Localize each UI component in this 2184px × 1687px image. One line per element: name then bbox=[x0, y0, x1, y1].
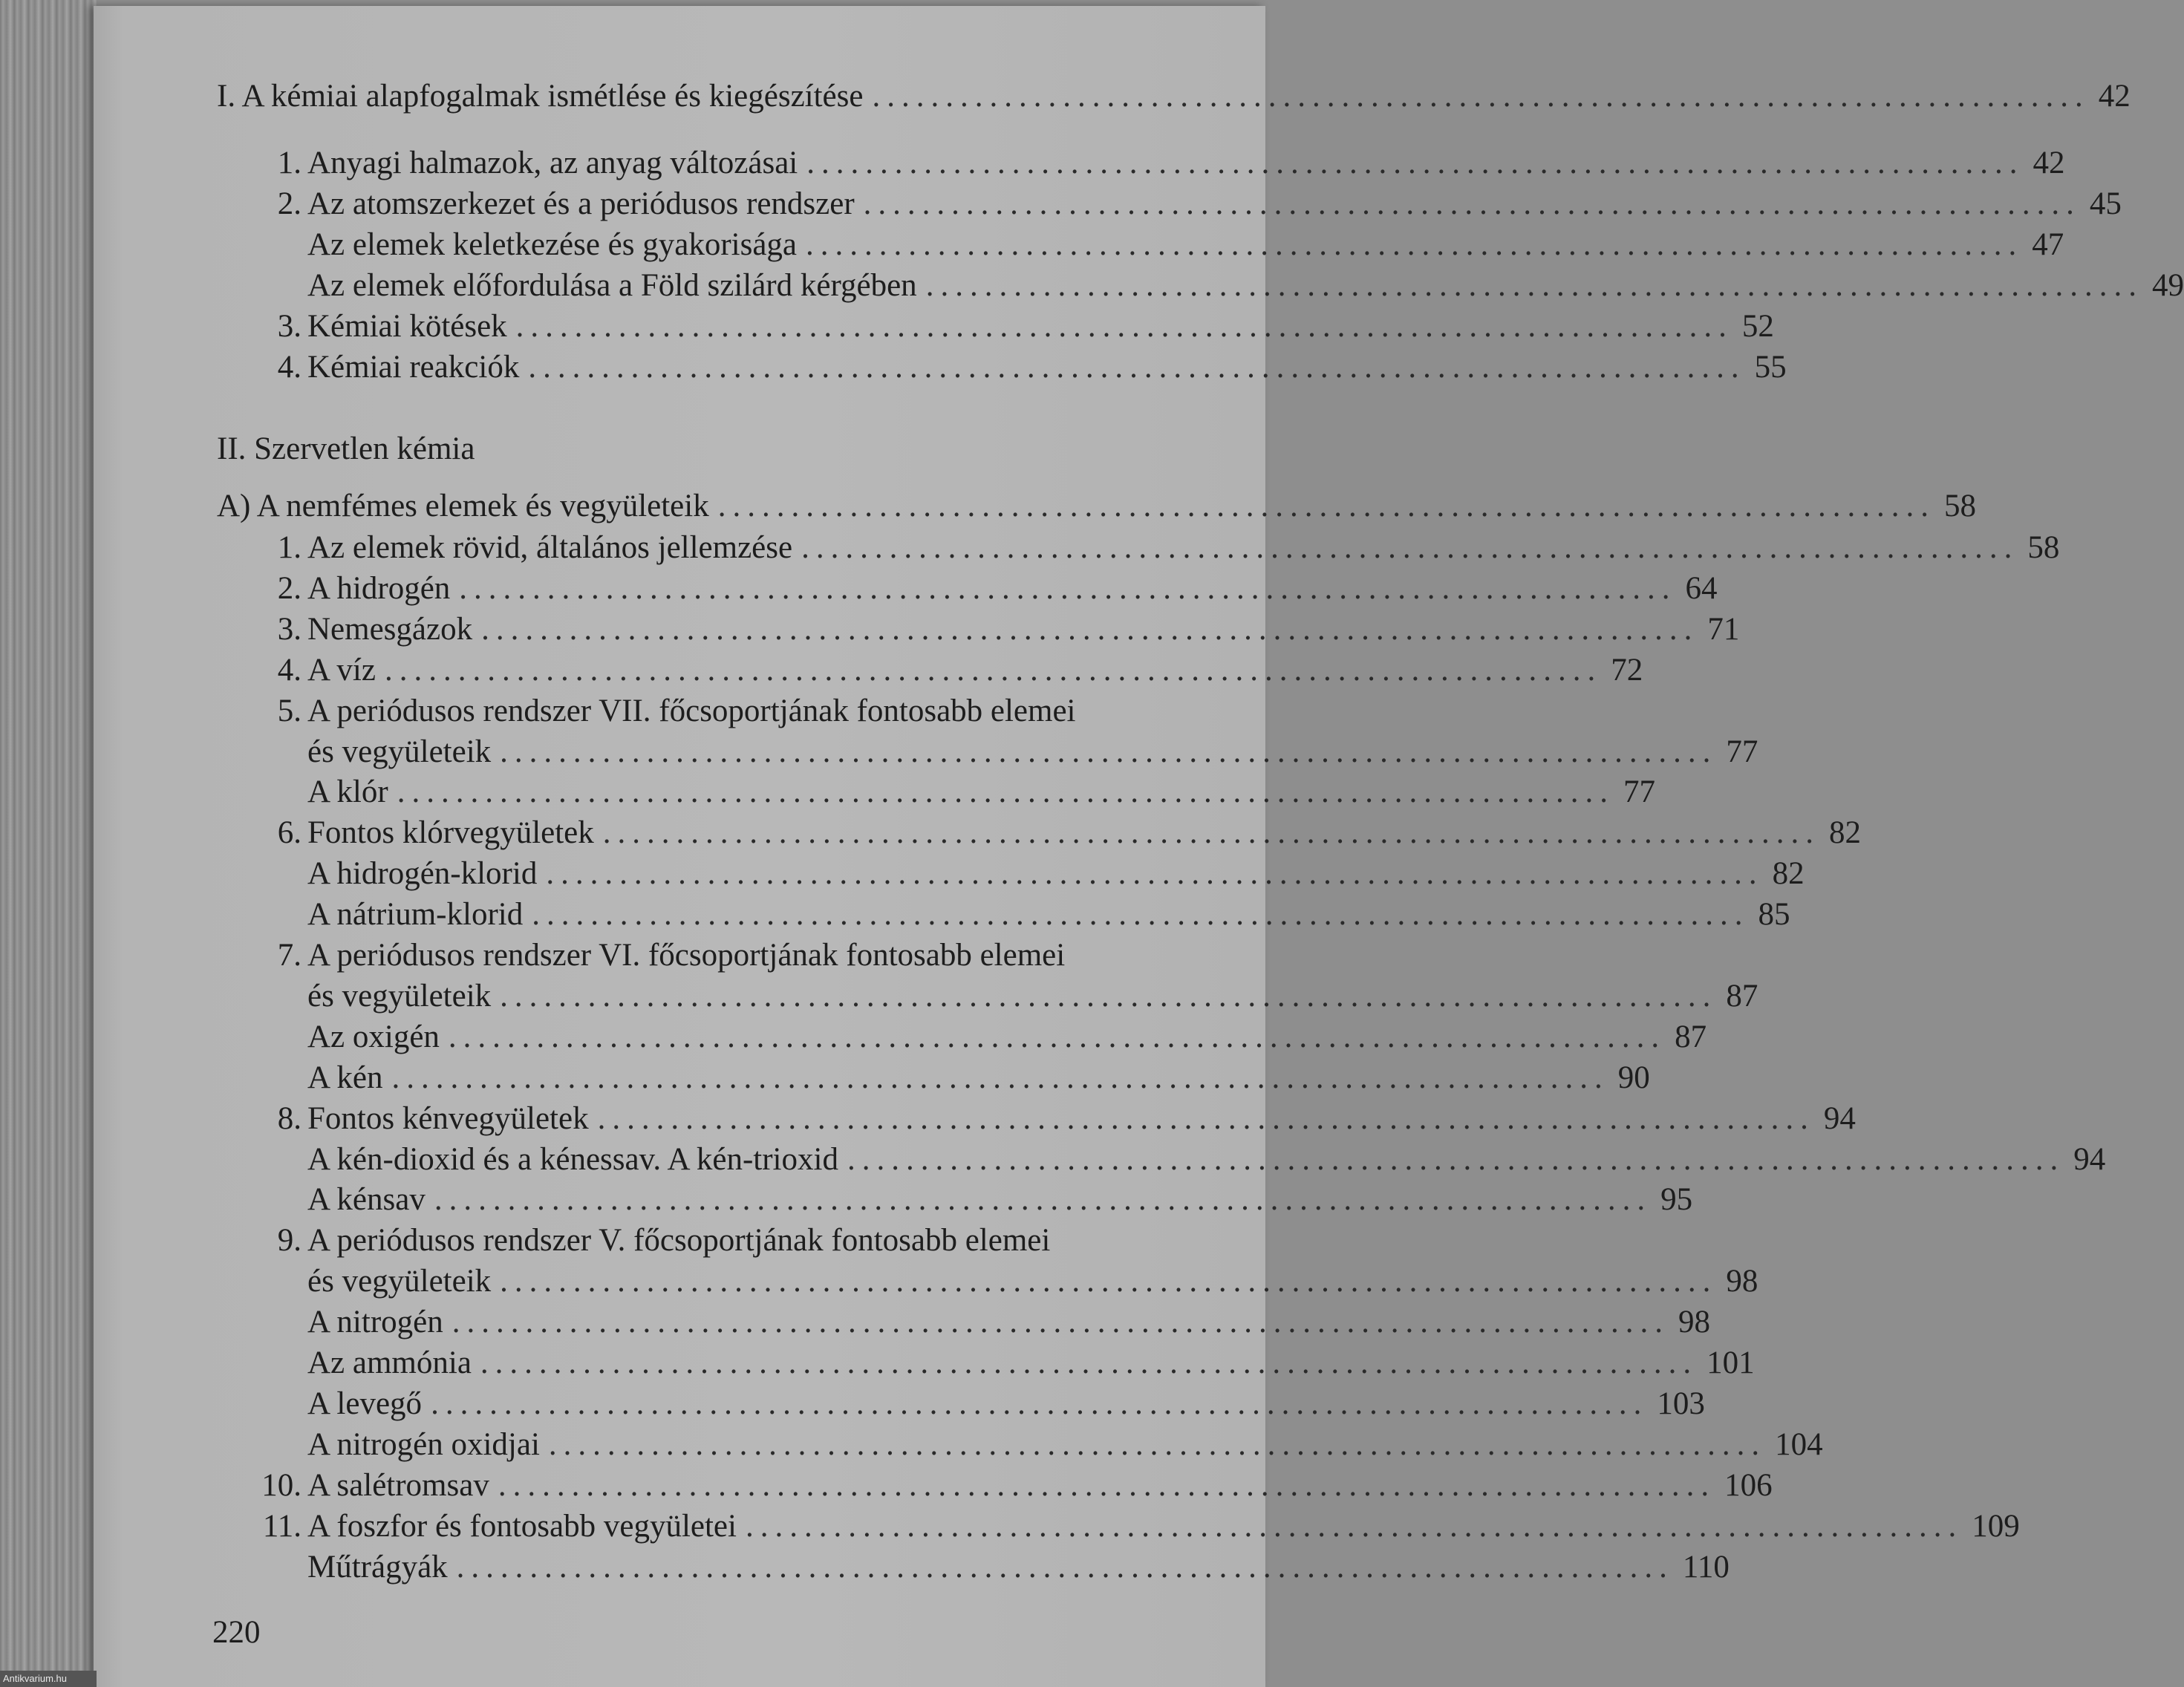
dot-leader: ................................................................................... bbox=[498, 1467, 1716, 1503]
toc-entry-title: A nitrogén oxidjai bbox=[307, 1426, 540, 1462]
toc-entry bbox=[250, 1508, 2020, 1544]
toc-entry-title: és vegyületeik bbox=[307, 1264, 492, 1299]
dot-leader: ................................................................................... bbox=[397, 774, 1614, 810]
toc-page-number: 98 bbox=[1726, 1264, 1758, 1299]
toc-entry bbox=[250, 1426, 1823, 1462]
toc-entry bbox=[250, 1345, 1755, 1380]
toc-entry-number: 4. bbox=[277, 652, 301, 688]
toc-page-number: 87 bbox=[1726, 978, 1758, 1014]
toc-subsection-title: A) A nemfémes elemek és vegyületeik bbox=[217, 489, 709, 523]
toc-entry-title: Az oxigén bbox=[307, 1019, 440, 1054]
toc-page-number: 95 bbox=[1660, 1182, 1693, 1218]
toc-page-number: 85 bbox=[1758, 897, 1790, 933]
toc-subsection-a bbox=[217, 489, 1976, 523]
dot-leader: ................................................................................... bbox=[801, 530, 2019, 565]
dot-leader: ................................................................................... bbox=[480, 1345, 1698, 1380]
toc-entry-title: A foszfor és fontosabb vegyületei bbox=[307, 1508, 737, 1544]
toc-entry-title: A salétromsav bbox=[307, 1467, 489, 1503]
toc-entry-title: és vegyületeik bbox=[307, 734, 492, 769]
toc-page-number: 98 bbox=[1678, 1305, 1710, 1340]
toc-entry-title: Az elemek előfordulása a Föld szilárd kérgében bbox=[307, 268, 917, 303]
dot-leader: ................................................................................... bbox=[500, 734, 1718, 769]
toc-entry-title: A hidrogén bbox=[307, 570, 451, 606]
dot-leader: ................................................................................... bbox=[597, 1100, 1815, 1136]
toc-entry-title: A víz bbox=[307, 652, 376, 688]
toc-entry-number: 10. bbox=[261, 1467, 301, 1503]
dot-leader: ................................................................................... bbox=[717, 489, 1935, 523]
toc-page-number: 55 bbox=[1754, 350, 1787, 385]
toc-entry-number: 2. bbox=[277, 186, 301, 221]
dot-leader: ................................................................................... bbox=[528, 350, 1746, 385]
toc-page-number: 42 bbox=[2098, 79, 2131, 114]
toc-entry bbox=[250, 1386, 1705, 1421]
watermark: Antikvarium.hu bbox=[0, 1671, 97, 1687]
toc-entry-number: 7. bbox=[277, 938, 301, 973]
page-number: 220 bbox=[212, 1615, 261, 1650]
toc-page-number: 45 bbox=[2089, 186, 2122, 221]
toc-entry bbox=[250, 227, 2064, 262]
toc-entry bbox=[250, 897, 1790, 933]
toc-page-number: 42 bbox=[2033, 146, 2065, 180]
dot-leader: ................................................................................... bbox=[872, 79, 2090, 114]
book-spine-edge bbox=[0, 0, 97, 1687]
dot-leader: ................................................................................... bbox=[391, 1060, 1609, 1095]
toc-page-number: 71 bbox=[1707, 611, 1740, 647]
toc-entry bbox=[250, 268, 2184, 303]
toc-entry-title: A levegő bbox=[307, 1386, 423, 1421]
dot-leader: ................................................................................... bbox=[384, 652, 1603, 688]
toc-entry bbox=[250, 186, 2122, 221]
toc-entry bbox=[250, 146, 2065, 180]
toc-entry bbox=[250, 309, 1774, 344]
toc-entry bbox=[250, 570, 1718, 606]
toc-entry-title: A nátrium-klorid bbox=[307, 897, 524, 933]
toc-entry-title: Az atomszerkezet és a periódusos rendszer bbox=[307, 186, 855, 221]
toc-entry-title: A periódusos rendszer VII. főcsoportjának fontosabb elemei bbox=[307, 693, 1076, 728]
toc-entry-title: Fontos kénvegyületek bbox=[307, 1100, 589, 1136]
toc-page-number: 106 bbox=[1724, 1467, 1773, 1503]
toc-entry bbox=[250, 530, 2060, 565]
toc-entry bbox=[250, 1264, 1758, 1299]
toc-entry bbox=[250, 1019, 1707, 1054]
toc-entry-number: 5. bbox=[277, 693, 301, 728]
toc-page-number: 72 bbox=[1611, 652, 1643, 688]
toc-entry-title: Az elemek rövid, általános jellemzése bbox=[307, 530, 793, 565]
toc-page-number: 82 bbox=[1829, 815, 1862, 851]
dot-leader: ................................................................................... bbox=[500, 978, 1718, 1014]
dot-leader: ................................................................................... bbox=[431, 1386, 1649, 1421]
toc-entry bbox=[250, 695, 1237, 727]
toc-entry bbox=[250, 815, 1862, 851]
toc-entry bbox=[250, 939, 1237, 971]
toc-page-number: 49 bbox=[2151, 268, 2184, 303]
dot-leader: ................................................................................... bbox=[806, 227, 2024, 262]
toc-page-number: 58 bbox=[1943, 489, 1976, 523]
toc-entry-title: Műtrágyák bbox=[307, 1549, 448, 1585]
toc-entry-title: és vegyületeik bbox=[307, 978, 492, 1014]
toc-entry-title: A kén-dioxid és a kénessav. A kén-trioxid bbox=[307, 1141, 838, 1177]
toc-entry-title: A hidrogén-klorid bbox=[307, 856, 538, 892]
toc-page-number: 103 bbox=[1657, 1386, 1705, 1421]
dot-leader: ................................................................................... bbox=[434, 1182, 1652, 1218]
dot-leader: ................................................................................... bbox=[806, 146, 2024, 180]
toc-entry-title: A kénsav bbox=[307, 1182, 426, 1218]
toc-page-number: 101 bbox=[1707, 1345, 1755, 1380]
table-of-contents bbox=[94, 6, 2184, 1687]
toc-entry bbox=[250, 652, 1643, 688]
dot-leader: ................................................................................... bbox=[448, 1019, 1666, 1054]
toc-entry-title: Kémiai reakciók bbox=[307, 350, 520, 385]
dot-leader: ................................................................................... bbox=[546, 856, 1764, 892]
toc-section-1 bbox=[217, 79, 2131, 114]
toc-entry bbox=[250, 350, 1787, 385]
toc-entry-number: 6. bbox=[277, 815, 301, 851]
toc-entry bbox=[250, 1141, 2106, 1177]
toc-entry-title: A kén bbox=[307, 1060, 383, 1095]
toc-entry-number: 2. bbox=[277, 570, 301, 606]
toc-entry bbox=[250, 734, 1758, 769]
dot-leader: ................................................................................... bbox=[925, 268, 2143, 303]
toc-entry-title: Nemesgázok bbox=[307, 611, 473, 647]
toc-entry-title: A klór bbox=[307, 774, 388, 810]
toc-entry bbox=[250, 1100, 1856, 1136]
toc-entry bbox=[250, 1467, 1773, 1503]
toc-entry-number: 1. bbox=[277, 530, 301, 565]
toc-entry-title: A periódusos rendszer V. főcsoportjának fontosabb elemei bbox=[307, 1223, 1051, 1259]
toc-entry bbox=[250, 611, 1740, 647]
toc-entry bbox=[250, 1305, 1710, 1340]
toc-section-title: I. A kémiai alapfogalmak ismétlése és kiegészítése bbox=[217, 79, 864, 114]
dot-leader: ................................................................................... bbox=[602, 815, 1821, 851]
dot-leader: ................................................................................... bbox=[456, 1549, 1674, 1585]
toc-entry bbox=[250, 774, 1655, 810]
toc-entry-title: Kémiai kötések bbox=[307, 309, 507, 344]
toc-entry bbox=[250, 1182, 1693, 1218]
toc-entry-number: 3. bbox=[277, 611, 301, 647]
toc-entry-number: 11. bbox=[262, 1508, 301, 1544]
dot-leader: ................................................................................... bbox=[481, 611, 1699, 647]
toc-page-number: 90 bbox=[1617, 1060, 1650, 1095]
toc-page-number: 58 bbox=[2027, 530, 2060, 565]
book-page bbox=[94, 6, 2184, 1687]
toc-page-number: 109 bbox=[1972, 1508, 2020, 1544]
toc-page-number: 94 bbox=[2073, 1141, 2106, 1177]
toc-entry-title: A nitrogén bbox=[307, 1305, 443, 1340]
toc-page-number: 64 bbox=[1685, 570, 1718, 606]
toc-page-number: 82 bbox=[1772, 856, 1805, 892]
toc-entry-number: 9. bbox=[277, 1223, 301, 1259]
toc-section-2-title: II. Szervetlen kémia bbox=[217, 431, 475, 466]
toc-entry bbox=[250, 978, 1758, 1014]
dot-leader: ................................................................................... bbox=[863, 186, 2081, 221]
toc-entry-number: 4. bbox=[277, 350, 301, 385]
toc-entry bbox=[250, 856, 1805, 892]
dot-leader: ................................................................................... bbox=[847, 1141, 2065, 1177]
toc-page-number: 110 bbox=[1682, 1549, 1730, 1585]
dot-leader: ................................................................................... bbox=[452, 1305, 1669, 1340]
dot-leader: ................................................................................... bbox=[459, 570, 1677, 606]
toc-page-number: 104 bbox=[1775, 1426, 1823, 1462]
toc-entry-title: A periódusos rendszer VI. főcsoportjának fontosabb elemei bbox=[307, 938, 1066, 973]
toc-page-number: 47 bbox=[2032, 227, 2064, 262]
toc-page-number: 77 bbox=[1623, 774, 1655, 810]
dot-leader: ................................................................................... bbox=[745, 1508, 1963, 1544]
toc-entry-number: 1. bbox=[277, 146, 301, 180]
dot-leader: ................................................................................... bbox=[515, 309, 1733, 344]
toc-entry-title: Fontos klórvegyületek bbox=[307, 815, 594, 851]
toc-entry-number: 8. bbox=[277, 1100, 301, 1136]
toc-entry-title: Az elemek keletkezése és gyakorisága bbox=[307, 227, 798, 262]
toc-page-number: 52 bbox=[1741, 309, 1774, 344]
toc-entry-title: Az ammónia bbox=[307, 1345, 472, 1380]
toc-entry bbox=[250, 1549, 1730, 1585]
toc-page-number: 87 bbox=[1675, 1019, 1707, 1054]
toc-entry-title: Anyagi halmazok, az anyag változásai bbox=[307, 146, 798, 180]
toc-entry bbox=[250, 1060, 1650, 1095]
toc-page-number: 94 bbox=[1823, 1100, 1856, 1136]
toc-page-number: 77 bbox=[1726, 734, 1758, 769]
toc-entry bbox=[250, 1223, 1237, 1259]
dot-leader: ................................................................................... bbox=[500, 1264, 1718, 1299]
dot-leader: ................................................................................... bbox=[548, 1426, 1767, 1462]
dot-leader: ................................................................................... bbox=[532, 897, 1750, 933]
toc-entry-number: 3. bbox=[277, 309, 301, 344]
